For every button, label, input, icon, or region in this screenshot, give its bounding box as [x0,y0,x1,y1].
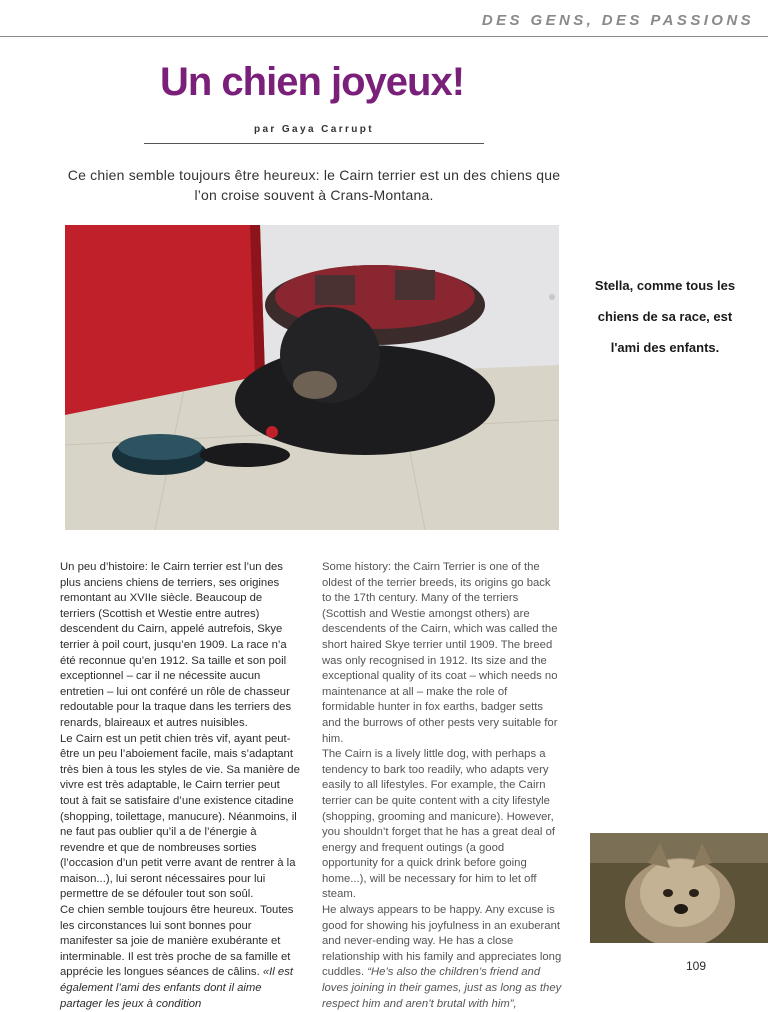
french-paragraph: Un peu d’histoire: le Cairn terrier est l’un des plus anciens chiens de terriers, ses origines remontant au XVIIe siècle. Beaucoup de terriers (Scottish et Westie entre autres) descendent du Cairn, appelé autrefois, Skye terrier à poil court, jusqu’en 1909. La race n’a été reconnue qu’en 1912. Sa taille et son poil exceptionnel – car il ne nécessite aucun entretien – lui ont conféré un rôle de chasseur redoutable pour la traque dans les terriers des renards, blaireaux et autres nuisibles. [60,561,292,729]
french-paragraph-text: Ce chien semble toujours être heureux. Toutes les circonstances lui sont bonnes pour manifester sa joie de manière exubérante et interminable. Il est très proche de sa famille et apprécie les longues séances de câlins. [60,904,294,979]
french-paragraph [60,903,300,1012]
column-french [60,560,300,1012]
secondary-photo [590,833,768,943]
section-header: DES GENS, DES PASSIONS [481,12,754,29]
english-paragraph-text: He always appears to be happy. Any excuse is good for showing his joyfulness in an exuberant and never-ending way. He has a close relationship with his family and appreciates long cuddles. [322,904,562,979]
header-divider [0,36,768,37]
english-paragraph: The Cairn is a lively little dog, with perhaps a tendency to bark too readily, who adapts very easily to all lifestyles. For example, the Cairn terrier can be quite content with a city lifestyle (shopping, grooming and manicure). However, you shouldn’t forget that he has a great deal of energy and frequent outings (a good opportunity for a quick drink before going home...), will be necessary for him to let off steam. [322,748,556,901]
page-number: 109 [685,959,706,973]
english-paragraph [322,903,562,1012]
article-title: Un chien joyeux! [159,60,465,104]
byline-divider [144,143,484,144]
main-photo [65,225,559,530]
photo-caption: Stella, comme tous les chiens de sa race, est l'ami des enfants. [594,278,736,355]
byline: par Gaya Carrupt [253,124,375,135]
intro-lead: Ce chien semble toujours être heureux: le Cairn terrier est un des chiens que l’on croise souvent à Crans-Montana. [67,167,561,203]
french-paragraph: Le Cairn est un petit chien très vif, ayant peut-être un peu l’aboiement facile, mais s’adaptant très bien à tous les styles de vie. Sa manière de vivre est très adaptable, le Cairn terrier peut tout à fait se satisfaire d’une existence citadine (shopping, toilettage, manucure). Néanmoins, il ne faut pas oublier qu’il a de l’énergie à revendre et que de nombreuses sorties (l’occasion d’un petit verre avant de rentrer à la maison...), lui seront nécessaires pour lui permettre de se défouler tout son soûl. [60,732,300,901]
column-english [322,560,562,1012]
english-italic-quote: “He’s also the children’s friend and loves joining in their games, just as long as they respect him and aren’t brutal with him”, [322,966,562,1010]
french-italic-quote: «Il est également l’ami des enfants dont il aime partager les jeux à condition [60,966,293,1010]
english-paragraph: Some history: the Cairn Terrier is one of the oldest of the terrier breeds, its origins go back to the 17th century. Many of the terriers (Scottish and Westie amongst others) are descendents of the Cairn, which was called the short haired Skye terrier until 1909. The breed was only recognised in 1912. Its size and the exceptional quality of its coat – which needs no maintenance at all – make the role of formidable hunter in fox earths, badger setts and the burrows of other pests very suitable for him. [322,561,558,745]
